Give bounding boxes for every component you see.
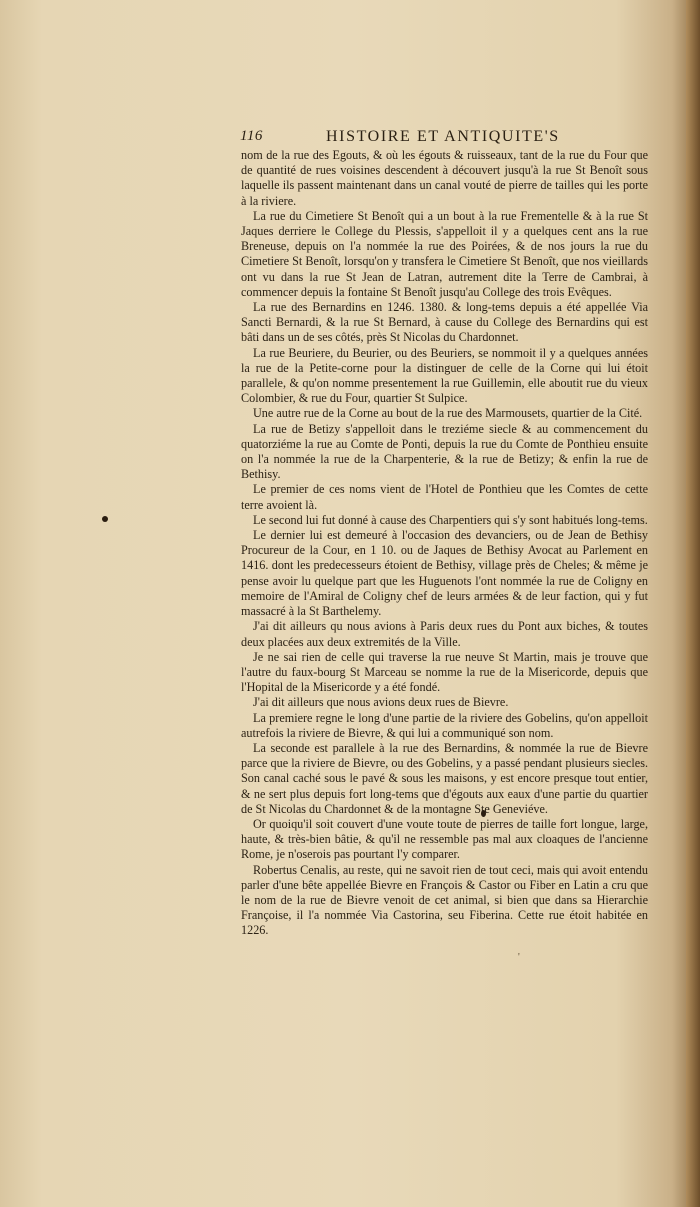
paragraph: Or quoiqu'il soit couvert d'une voute toute de pierres de taille fort longue, large, haute, & très-bien bâtie, & qu'il ne ressemble pas mal aux cloaques de l'ancienne Rome, je n'oserois pas pourtant l'y comparer. (241, 816, 648, 862)
ink-spot (102, 516, 108, 522)
stray-mark: ' (518, 952, 520, 963)
paragraph: La rue du Cimetiere St Benoît qui a un bout à la rue Frementelle & à la rue St Jaques derriere le College du Plessis, s'appelloit il y a quelques cent ans la rue Breneuse, depuis on l'a nommée la rue des Poirées, & de nos jours la rue du Cimetiere St Benoît, lorsqu'on y transfera le Cimetiere St Benoît, que nos vieillards ont vu dans la rue St Jean de Latran, autrement dite la Terre de Cambrai, à commencer depuis la fontaine St Benoît jusqu'au College des trois Evêques. (241, 208, 648, 299)
paragraph: La rue des Bernardins en 1246. 1380. & long-tems depuis a été appellée Via Sancti Bernardi, & la rue St Bernard, à cause du College des Bernardins qui est bâti dans un de ses côtés, près St Nicolas du Chardonnet. (241, 300, 648, 345)
page-number: 116 (240, 128, 263, 144)
paragraph: La seconde est parallele à la rue des Bernardins, & nommée la rue de Bievre parce que la riviere de Bievre, ou des Gobelins, y a passé pendant plusieurs siecles. Son canal caché sous le pavé & sous les maisons, y est encore presque tout entier, & ne sert plus depuis fort long-tems que d'égouts aux eaux d'une partie du quartier de St Nicolas du Chardonnet & de la montagne Ste Geneviéve. (241, 740, 648, 816)
page-edge-shadow (686, 0, 700, 1207)
paragraph: J'ai dit ailleurs que nous avions deux rues de Bievre. (253, 695, 509, 710)
page-header (240, 128, 650, 148)
running-title: HISTOIRE ET ANTIQUITE'S (326, 128, 560, 145)
paragraph: Une autre rue de la Corne au bout de la rue des Marmousets, quartier de la Cité. (253, 406, 643, 421)
paragraph: J'ai dit ailleurs qu nous avions à Paris deux rues du Pont aux biches, & toutes deux placées aux deux extremités de la Ville. (241, 619, 648, 649)
body-text (241, 148, 648, 939)
paragraph: Je ne sai rien de celle qui traverse la rue neuve St Martin, mais je trouve que l'autre du faux-bourg St Marceau se nomme la rue de la Misericorde, depuis que l'Hopital de la Misericorde y a été fondé. (241, 649, 648, 695)
paragraph: La rue Beuriere, du Beurier, ou des Beuriers, se nommoit il y a quelques années la rue de la Petite-corne pour la distinguer de celle de la Corne qui lui étoit parallele, & qu'on nomme presentement la rue Guillemin, elle aboutit rue du vieux Colombier, & rue du Four, quartier St Sulpice. (241, 345, 648, 406)
paragraph: nom de la rue des Egouts, & où les égouts & ruisseaux, tant de la rue du Four que de quantité de rues voisines descendent à découvert jusqu'à la rue St Benoît sous laquelle ils passent maintenant dans un canal vouté de pierre de tailles qui les porte à la riviere. (241, 148, 648, 208)
paragraph: La rue de Betizy s'appelloit dans le treziéme siecle & au commencement du quatorziéme la rue au Comte de Ponti, depuis la rue du Comte de Ponthieu ensuite on l'a nommée la rue de la Charpenterie, & la rue de Betizy; & enfin la rue de Bethisy. (241, 421, 648, 482)
paragraph: Le premier de ces noms vient de l'Hotel de Ponthieu que les Comtes de cette terre avoient là. (241, 482, 648, 512)
paragraph: Le second lui fut donné à cause des Charpentiers qui s'y sont habitués long-tems. (253, 512, 648, 527)
paragraph: La premiere regne le long d'une partie de la riviere des Gobelins, qu'on appelloit autrefois la riviere de Bievre, & qui lui a communiqué son nom. (241, 710, 648, 740)
paragraph: Robertus Cenalis, au reste, qui ne savoit rien de tout ceci, mais qui avoit entendu parler d'une bête appellée Bievre en François & Castor ou Fiber en Latin a cru que le nom de la rue de Bievre venoit de cet animal, si bien que dans sa Hierarchie Françoise, il l'a nommée Via Castorina, seu Fiberina. Cette rue étoit habitée en 1226. (241, 862, 648, 938)
paragraph: Le dernier lui est demeuré à l'occasion des devanciers, ou de Jean de Bethisy Procureur de la Cour, en 1 10. ou de Jaques de Bethisy Avocat au Parlement en 1416. dont les predecesseurs étoient de Bethisy, village près de Cheles; & même je pense avoir lu quelque part que les Huguenots l'ont nommée la rue de Coligny en memoire de l'Amiral de Coligny chef de leurs armées & de leur faction, qui y fut massacré à la St Barthelemy. (241, 528, 648, 619)
